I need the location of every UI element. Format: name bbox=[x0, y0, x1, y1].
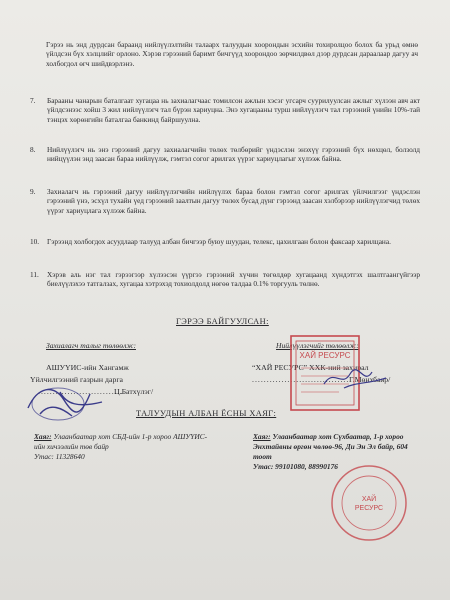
addresses-heading: ТАЛУУДЫН АЛБАН ЁСНЫ ХАЯГ: bbox=[136, 409, 277, 418]
intro-paragraph: Гэрээ нь энд дурдсан бараанд нийлүүлэлтийн талаарх талуудын хоорондын эсхийн тохиролцоо болох ба урьд өмнө үйлдсэн бүх хэлцлийг орлоно. Хэрэв гэрээний баримт бичгүүд хоорондоо зөрчилдвөл дээр дурдсан дараалаар дагуу ач холбогдол өгч шийдвэрлэнэ. bbox=[46, 40, 418, 68]
customer-role: Үйлчилгээний газрын дарга bbox=[30, 375, 124, 384]
clause-number: 11. bbox=[30, 270, 39, 279]
clause-number: 10. bbox=[30, 237, 40, 246]
supplier-sign-label: Нийлүүлэгчийг төлөөлж: bbox=[276, 341, 359, 350]
clause-8 bbox=[30, 145, 420, 175]
clause-text: Гэрээнд холбогдох асуудлаар талууд албан бичгээр буюу шуудан, телекс, цахилгаан болон факсаар харилцана. bbox=[47, 237, 391, 246]
clause-11 bbox=[30, 270, 420, 300]
svg-text:РЕСУРС: РЕСУРС bbox=[354, 505, 384, 512]
clause-text: Барааны чанарын баталгаат хугацаа нь захиалагчаас томилсон ажлын хэсэг угсарч суурилуулсан ажлыг хүлээн авч акт үйлдсэнээс хойш 3 жил нийлүүлэгч тал бүрэн хариуцна. Энэ хугацааны турш нийлүүлэгч тал гэрээний үнийн 10%-тай тэнцэх хөрөнгийн баталгаа банкинд байршуулна. bbox=[47, 96, 420, 124]
customer-signature-scribble bbox=[20, 378, 110, 428]
customer-address-text: Улаанбаатар хот СБД-ийн 1-р хороо АШУҮИС-ийн хичээлийн төв байр bbox=[34, 432, 208, 451]
customer-address-label: Хаяг: bbox=[34, 432, 52, 441]
signatures-heading: ГЭРЭЭ БАЙГУУЛСАН: bbox=[176, 317, 269, 326]
customer-phone: Утас: 11328640 bbox=[34, 452, 85, 461]
clause-text: Захиалагч нь гэрээний дагуу нийлүүлэгчийн нийлүүлэх бараа болон гэмтэл согог арилгах үйлчилгээг үндэслэн гэрээний үнэ, эсхүл тухайн үед гэрээний заалтын дагуу төлөх бусад дүнг гэрээнд заасан хэлбэрээр нийлүүлэгчид төлөх үүрэг хариуцлага хүлээж байна. bbox=[47, 187, 420, 215]
customer-sign-dots: ............................. bbox=[38, 387, 124, 396]
clause-7 bbox=[30, 96, 420, 134]
clause-text: Хэрэв аль нэг тал гэрээгээр хүлээсэн үүргээ гэрээний хүчин төгөлдөр хугацаанд хүндэтгэх шалтгаангүйгээр биелүүлэхээ татгалзах, хугацаа хэтрэхэд тохиолдолд нөгөө талдаа 0.1% торгууль төлнө. bbox=[47, 270, 420, 289]
clause-10 bbox=[30, 237, 420, 259]
clause-number: 8. bbox=[30, 145, 36, 154]
clause-9 bbox=[30, 187, 420, 227]
supplier-sign-dots: ................................. bbox=[252, 375, 350, 384]
svg-text:ХАЙ: ХАЙ bbox=[361, 496, 377, 503]
supplier-address-label: Хаяг: bbox=[253, 432, 271, 441]
supplier-round-seal bbox=[326, 462, 412, 544]
customer-sign-label: Захиалагч талыг төлөөлж: bbox=[46, 341, 136, 350]
supplier-signer-name: Г.Мөнхбаяр/ bbox=[349, 375, 391, 384]
clause-number: 9. bbox=[30, 187, 36, 196]
customer-org: АШУҮИС-ийн Хангамж bbox=[46, 363, 129, 372]
supplier-org: “ХАЙ РЕСУРС” ХХК-ний захирал bbox=[252, 363, 369, 372]
customer-address bbox=[34, 432, 209, 462]
clause-text: Нийлүүлэгч нь энэ гэрээний дагуу захиалагчийн төлөх төлбөрийг үндэслэн энэхүү гэрээний бүх нөхцөл, болзолд нийцүүлэн энд заасан бараа нийлүүлж, гэмтэл согог арилгах үүрэг хариуцлагыг хүлээж байна. bbox=[47, 145, 420, 164]
customer-signer-name: Ц.Батхүлэг/ bbox=[114, 387, 154, 396]
supplier-signature-scribble bbox=[320, 364, 390, 394]
supplier-phone: Утас: 99101080, 88990176 bbox=[253, 462, 338, 471]
svg-text:ХАЙ РЕСУРС: ХАЙ РЕСУРС bbox=[299, 351, 351, 360]
clause-number: 7. bbox=[30, 96, 36, 105]
supplier-address-text: Улаанбаатар хот Сүхбаатар, 1-р хороо Энхтайвны өргөн чөлөө-96, Ди Эн Эл байр, 604 тоот bbox=[253, 432, 408, 461]
